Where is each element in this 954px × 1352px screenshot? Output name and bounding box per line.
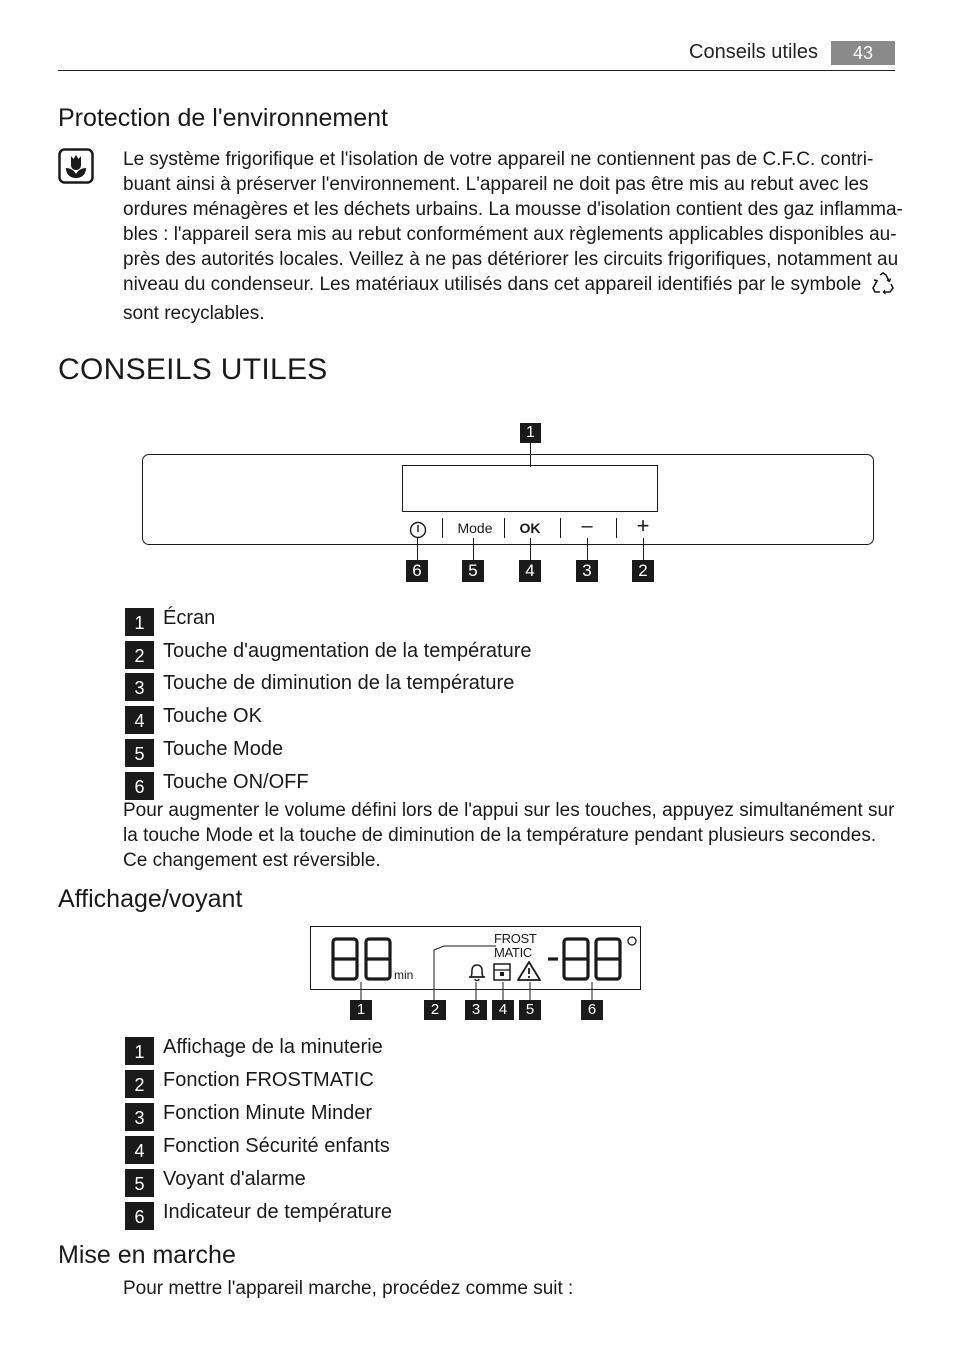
environment-line: Le système frigorifique et l'isolation de votre appareil ne contiennent pas de C.F.C. contri-	[123, 149, 874, 170]
legend-number: 6	[125, 1202, 154, 1230]
callout-line	[530, 538, 531, 560]
legend-number: 5	[125, 739, 154, 767]
environment-line: buant ainsi à préserver l'environnement. L'appareil ne doit pas être mis au rebut avec les	[123, 174, 869, 195]
legend-label: Fonction Sécurité enfants	[163, 1135, 390, 1157]
button-divider	[616, 518, 617, 538]
legend-number: 4	[125, 706, 154, 734]
callout-line	[643, 538, 644, 560]
legend-number: 1	[125, 608, 154, 636]
volume-note	[123, 798, 913, 873]
legend-label: Touche Mode	[163, 738, 284, 760]
power-icon	[407, 520, 429, 540]
legend-label: Touche ON/OFF	[163, 771, 309, 793]
display-callout-5: 5	[519, 1000, 541, 1020]
legend-number: 2	[125, 1070, 154, 1098]
environment-line: sont recyclables.	[123, 303, 265, 324]
panel-callout-6: 6	[406, 560, 428, 582]
mode-button[interactable]: Mode	[457, 520, 493, 536]
recycle-icon	[871, 272, 895, 301]
volume-note-line: Pour augmenter le volume défini lors de l'appui sur les touches, appuyez simultanément sur	[123, 800, 895, 821]
callout-line	[473, 538, 474, 560]
legend-number: 6	[125, 772, 154, 800]
legend-label: Affichage de la minuterie	[163, 1036, 383, 1058]
legend-label: Touche OK	[163, 705, 262, 727]
callout-line	[587, 538, 588, 560]
plus-button[interactable]: +	[636, 513, 650, 538]
startup-text: Pour mettre l'appareil marche, procédez comme suit :	[123, 1278, 574, 1299]
legend-label: Touche de diminution de la température	[163, 672, 515, 694]
panel-callout-5: 5	[462, 560, 484, 582]
panel-callout-1: 1	[520, 423, 541, 443]
legend-label: Indicateur de température	[163, 1201, 393, 1223]
control-panel-diagram	[142, 421, 876, 586]
environment-line: bles : l'appareil sera mis au rebut conformément aux règlements applicables disponibles au-	[123, 224, 897, 245]
legend-label: Fonction FROSTMATIC	[163, 1069, 374, 1091]
page-number: 43	[831, 41, 895, 65]
legend-number: 5	[125, 1169, 154, 1197]
legend-label: Voyant d'alarme	[163, 1168, 306, 1190]
button-divider	[560, 518, 561, 538]
legend-number: 1	[125, 1037, 154, 1065]
display-heading: Affichage/voyant	[58, 885, 243, 913]
callout-line	[417, 538, 418, 560]
button-divider	[442, 518, 443, 538]
legend-number: 4	[125, 1136, 154, 1164]
ok-button[interactable]: OK	[519, 520, 541, 536]
panel-callout-3: 3	[576, 560, 598, 582]
panel-callout-4: 4	[519, 560, 541, 582]
startup-heading: Mise en marche	[58, 1241, 236, 1269]
legend-label: Touche d'augmentation de la température	[163, 640, 532, 662]
legend-number: 2	[125, 641, 154, 669]
legend-number: 3	[125, 1103, 154, 1131]
display-callout-4: 4	[492, 1000, 514, 1020]
running-header-title: Conseils utiles	[689, 41, 818, 63]
environment-line: ordures ménagères et les déchets urbains. La mousse d'isolation contient des gaz inflamma-	[123, 199, 903, 220]
environment-line	[123, 272, 903, 301]
min-label: min	[394, 968, 414, 982]
display-callout-6: 6	[581, 1000, 603, 1020]
volume-note-line: Ce changement est réversible.	[123, 850, 381, 871]
environment-paragraph	[123, 147, 903, 326]
volume-note-line: la touche Mode et la touche de diminution de la température pendant plusieurs secondes.	[123, 825, 877, 846]
button-divider	[504, 518, 505, 538]
legend-label: Écran	[163, 607, 216, 629]
legend-label: Fonction Minute Minder	[163, 1102, 372, 1124]
panel-screen	[402, 465, 658, 512]
main-title: CONSEILS UTILES	[58, 353, 328, 386]
display-diagram	[310, 926, 642, 1026]
display-callout-lines	[310, 926, 642, 1002]
legend-number: 3	[125, 673, 154, 701]
matic-label: MATIC	[494, 945, 532, 960]
environment-heading: Protection de l'environnement	[58, 104, 388, 132]
environment-line-text: niveau du condenseur. Les matériaux utilisés dans cet appareil identifiés par le symbole	[123, 274, 862, 295]
environment-line: près des autorités locales. Veillez à ne pas détériorer les circuits frigorifiques, notamment au	[123, 249, 899, 270]
panel-callout-2: 2	[632, 560, 654, 582]
display-callout-1: 1	[350, 1000, 372, 1020]
header-rule	[58, 70, 895, 71]
frost-label: FROST	[494, 931, 537, 946]
power-button[interactable]	[407, 520, 429, 540]
display-callout-3: 3	[465, 1000, 487, 1020]
display-callout-2: 2	[424, 1000, 446, 1020]
minus-button[interactable]: –	[581, 515, 593, 537]
flower-eco-icon	[58, 148, 94, 184]
